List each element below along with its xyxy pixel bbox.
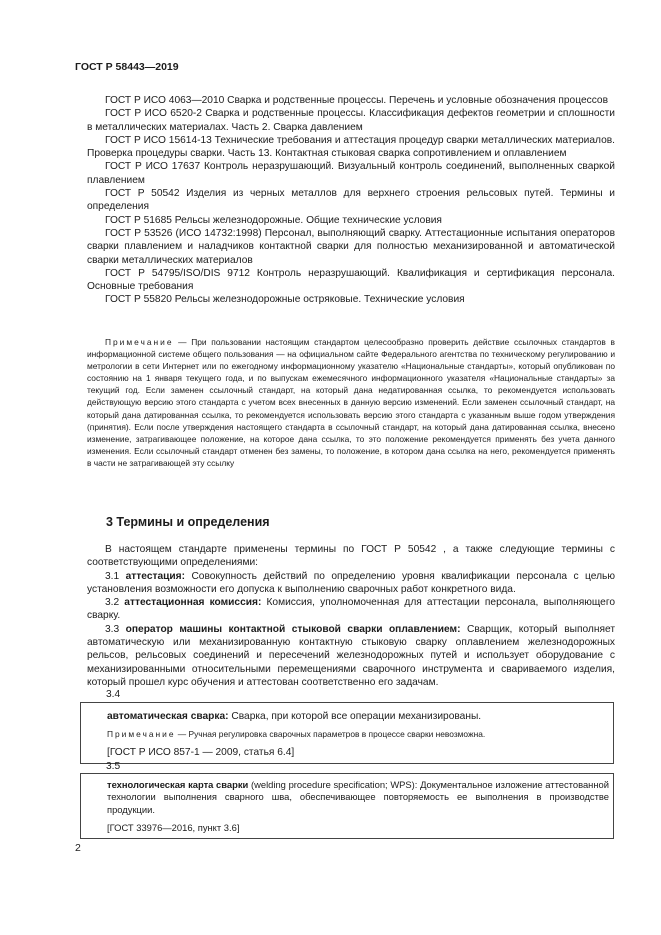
term-definition: Комиссия, уполномоченная для аттестации персонала, выполняющего сварку. (87, 597, 615, 622)
page-number: 2 (75, 842, 81, 854)
note-text: — При пользовании настоящим стандартом целесообразно проверить действие ссылочных стандартов в информационной системе общего пользования — на официальном сайте Федерального агентства по техническому регулированию и метрологии в сети Интернет или по ежегодному информационному указателю «Национальные стандарты», который опубликован по состоянию на 1 января текущего года, и по выпускам ежемесячного информационного указателя «Национальные стандарты» за текущий год. Если заменен ссылочный стандарт, на который дана недатированная ссылка, то рекомендуется использовать действующую версию этого стандарта с учетом всех внесенных в данную версию изменений. Если заменен ссылочный стандарт, на который дана датированная ссылка, то рекомендуется использовать версию этого стандарта с указанным выше годом утверждения (принятия). Если после утверждения настоящего стандарта в ссылочный стандарт, на который дана датированная ссылка, внесено изменение, затрагивающее положение, на которое дана ссылка, то это положение рекомендуется применять без учета данного изменения. Если ссылочный стандарт отменен без замены, то положение, в котором дана ссылка на него, рекомендуется применять в части не затрагивающей эту ссылку (87, 337, 615, 468)
reference-item: ГОСТ Р 55820 Рельсы железнодорожные остряковые. Технические условия (105, 294, 465, 306)
term-3-2 (87, 596, 615, 623)
term-3-4-source: [ГОСТ Р ИСО 857-1 — 2009, статья 6.4] (107, 747, 295, 758)
reference-item: ГОСТ Р ИСО 4063—2010 Сварка и родственные процессы. Перечень и условные обозначения процессов (105, 95, 608, 106)
term-name: технологическая карта сварки (107, 779, 249, 790)
references-note (87, 336, 615, 469)
reference-item: ГОСТ Р 50542 Изделия из черных металлов для верхнего строения рельсовых путей. Термины и определения (87, 188, 615, 213)
reference-item: ГОСТ Р ИСО 17637 Контроль неразрушающий. Визуальный контроль соединений, выполненных сваркой плавлением (87, 161, 615, 186)
term-3-4-note (107, 729, 485, 739)
reference-item: ГОСТ Р 53526 (ИСО 14732:1998) Персонал, выполняющий сварку. Аттестационные испытания операторов сварки плавлением и наладчиков контактной сварки для полностью механизированной и автоматической сварки металлических материалов (87, 227, 615, 266)
note-label: Примечание (105, 337, 174, 347)
reference-item: ГОСТ Р 51685 Рельсы железнодорожные. Общие технические условия (105, 214, 442, 226)
term-name: аттестация: (125, 570, 185, 582)
term-3-4-line (107, 711, 481, 722)
term-name: автоматическая сварка: (107, 711, 229, 722)
note-text: — Ручная регулировка сварочных параметров в процессе сварки невозможна. (175, 729, 486, 739)
term-3-3 (87, 623, 615, 689)
term-number: 3.1 (105, 570, 120, 582)
section-title: 3 Термины и определения (106, 515, 270, 529)
term-definition: Совокупность действий по определению уровня квалификации персонала с целью установления возможности его допуска к выполнению сварочных работ конкретного вида. (87, 570, 615, 595)
term-definition: (welding procedure specification; WPS): Документальное изложение аттестованной технологии выполнения сварного шва, обеспечивающее повторяемость ее выполнения в производстве продукции. (107, 779, 609, 815)
reference-item: ГОСТ Р ИСО 6520-2 Сварка и родственные процессы. Классификация дефектов геометрии и сплошности в металлических материалах. Часть 2. Сварка давлением (87, 108, 615, 133)
term-definition: Сварка, при которой все операции механизированы. (228, 711, 482, 722)
term-3-1 (87, 570, 615, 597)
term-3-5-source: [ГОСТ 33976—2016, пункт 3.6] (107, 822, 240, 833)
term-number: 3.2 (105, 597, 120, 609)
note-label: Примечание (107, 729, 176, 739)
document-header: ГОСТ Р 58443—2019 (75, 61, 179, 73)
reference-item: ГОСТ Р 54795/ISO/DIS 9712 Контроль неразрушающий. Квалификация и сертификация персонала. Основные требования (87, 267, 615, 293)
term-name: аттестационная комиссия: (124, 597, 262, 609)
term-number: 3.3 (105, 623, 120, 635)
terms-body (87, 543, 615, 689)
section-intro: В настоящем стандарте применены термины по ГОСТ Р 50542 , а также следующие термины с соответствующими определениями: (87, 544, 615, 569)
term-3-5-box (80, 773, 614, 839)
term-definition: Сварщик, который выполняет автоматическую или механизированную контактную стыковую сварку оплавлением железнодорожных рельсов, рельсовых соединений и пересечений железнодорожных путей и использует оборудование с механизированными относительными перемещениями сварочного инструмента и свариваемого изделия, который прошел курс обучения и аттестован соответственно его задачам. (87, 623, 615, 688)
term-name: оператор машины контактной стыковой сварки оплавлением: (125, 623, 461, 635)
term-number-3-4: 3.4 (106, 689, 121, 700)
term-3-4-box (80, 702, 614, 764)
term-number-3-5: 3.5 (106, 761, 121, 772)
note-paragraph (87, 336, 615, 469)
term-3-5-text (107, 779, 609, 816)
reference-item: ГОСТ Р ИСО 15614-13 Технические требования и аттестация процедур сварки металлических материалов. Проверка процедуры сварки. Часть 13. Контактная стыковая сварка сопротивлением и оплавлением (87, 134, 615, 160)
normative-references (87, 94, 615, 307)
